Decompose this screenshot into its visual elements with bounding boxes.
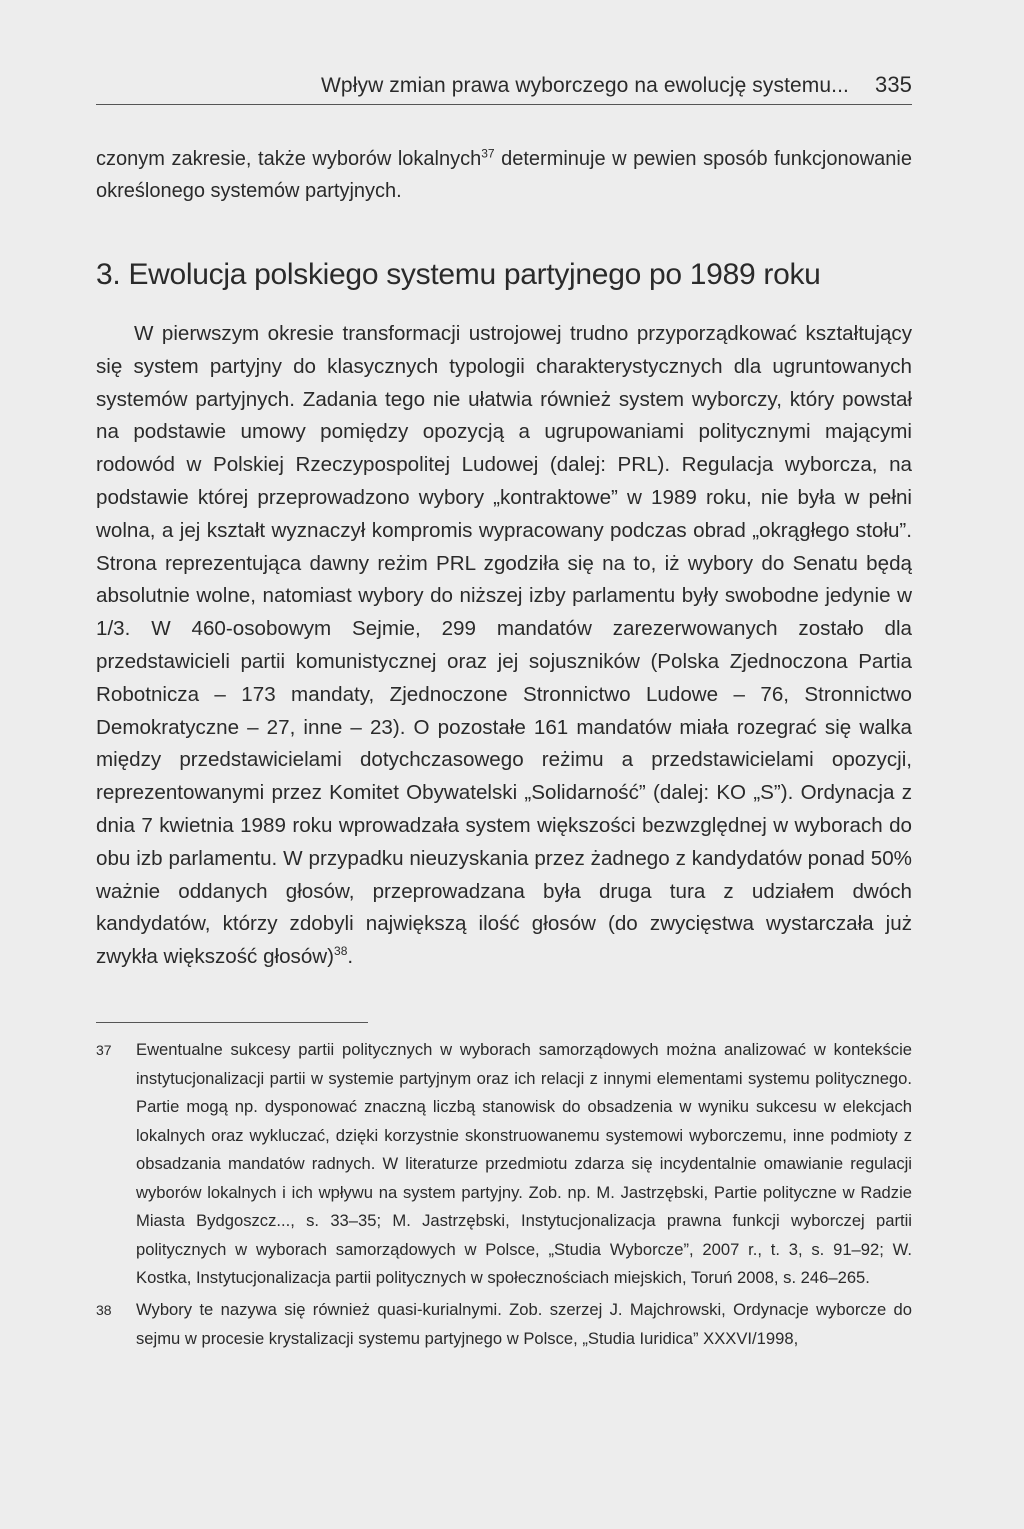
footnote-37 (96, 1036, 912, 1293)
section-paragraph-text: W pierwszym okresie transformacji ustrojowej trudno przyporządkować kształtujący się system partyjny do klasycznych typologii charakterystycznych dla ugruntowanych systemów partyjnych. Zadania tego nie ułatwia również system wyborczy, który powstał na podstawie umowy pomiędzy opozycją a ugrupowaniami politycznymi mającymi rodowód w Polskiej Rzeczypospolitej Ludowej (dalej: PRL). Regulacja wyborcza, na podstawie której przeprowadzono wybory „kontraktowe” w 1989 roku, nie była w pełni wolna, a jej kształt wyznaczył kompromis wypracowany podczas obrad „okrągłego stołu”. Strona reprezentująca dawny reżim PRL zgodziła się na to, iż wybory do Senatu będą absolutnie wolne, natomiast wybory do niższej izby parlamentu były swobodne jedynie w 1/3. W 460-osobowym Sejmie, 299 mandatów zarezerwowanych zostało dla przedstawicieli partii komunistycznej oraz jej sojuszników (Polska Zjednoczona Partia Robotnicza – 173 mandaty, Zjednoczone Stronnictwo Ludowe – 76, Stronnictwo Demokratyczne – 27, inne – 23). O pozostałe 161 mandatów miała rozegrać się walka między przedstawicielami dotychczasowego reżimu a przedstawicielami opozycji, reprezentowanymi przez Komitet Obywatelski „Solidarność” (dalej: KO „S”). Ordynacja z dnia 7 kwietnia 1989 roku wprowadzała system większości bezwzględnej w wyborach do obu izb parlamentu. W przypadku nieuzyskania przez żadnego z kandydatów ponad 50% ważnie oddanych głosów, przeprowadzana była druga tura z udziałem dwóch kandydatów, którzy zdobyli największą ilość głosów (do zwycięstwa wystarczała już zwykła większość głosów) (96, 322, 912, 969)
footnote-number: 37 (96, 1042, 112, 1058)
footnote-text: Ewentualne sukcesy partii politycznych w wyborach samorządowych można analizować w kontekście instytucjonalizacji partii w systemie partyjnym oraz ich relacji z innymi elementami systemu politycznego. Partie mogą np. dysponować znaczną liczbą stanowisk do obsadzenia w wyniku sukcesu w elekcjach lokalnych oraz wykluczać, dzięki korzystnie skonstruowanemu systemowi wyborczemu, inne podmioty z obsadzania mandatów radnych. W literaturze przedmiotu zdarza się incydentalnie omawianie regulacji wyborów lokalnych i ich wpływu na system partyjny. Zob. np. M. Jastrzębski, Partie polityczne w Radzie Miasta Bydgoszcz..., s. 33–35; M. Jastrzębski, Instytucjonalizacja prawna funkcji wyborczej partii politycznych w wyborach samorządowych w Polsce, „Studia Wyborcze”, 2007 r., t. 3, s. 91–92; W. Kostka, Instytucjonalizacja partii politycznych w społecznościach miejskich, Toruń 2008, s. 246–265. (136, 1040, 912, 1287)
section-heading: 3. Ewolucja polskiego systemu partyjnego po 1989 roku (96, 258, 821, 291)
continued-paragraph (96, 143, 912, 207)
intro-text-end: determinuje w pewien sposób funkcjonowanie określonego systemów partyjnych. (96, 148, 912, 202)
footnote-38 (96, 1296, 912, 1353)
footnote-number: 38 (96, 1302, 112, 1318)
page-number: 335 (874, 72, 912, 97)
footnote-text: Wybory te nazywa się również quasi-kurialnymi. Zob. szerzej J. Majchrowski, Ordynacje wyborcze do sejmu w procesie krystalizacji systemu partyjnego w Polsce, „Studia Iuridica” XXXVI/1998, (136, 1300, 912, 1348)
footnote-ref-37[interactable]: 37 (481, 146, 495, 161)
running-header (96, 72, 912, 105)
paragraph-end: . (347, 945, 354, 969)
footnote-ref-38[interactable]: 38 (334, 944, 348, 959)
section-paragraph (96, 318, 912, 974)
running-title: Wpływ zmian prawa wyborczego na ewolucję systemu... (321, 74, 849, 97)
intro-text-start: czonym zakresie, także wyborów lokalnych (96, 148, 482, 170)
footnote-divider (96, 1022, 368, 1023)
